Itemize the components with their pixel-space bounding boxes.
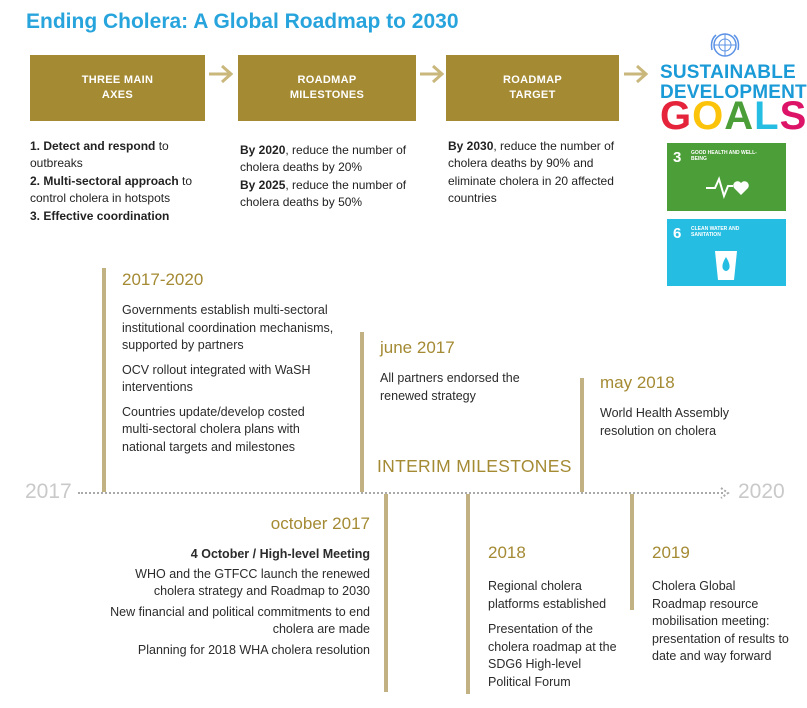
list-item: All partners endorsed the renewed strategy	[380, 371, 520, 403]
un-emblem-icon	[707, 30, 743, 62]
phase-2018-marker	[466, 494, 470, 694]
sdg-goal-6-tile	[667, 219, 786, 286]
goal-3-label: GOOD HEALTH AND WELL-BEING	[691, 150, 757, 162]
sdg-goals-wordmark: GOALS	[660, 94, 807, 138]
list-item: New financial and political commitments to end cholera are made	[110, 604, 370, 636]
phase-2018-date: 2018	[488, 543, 526, 562]
roadmap-target-box: ROADMAP TARGET	[446, 55, 619, 121]
milestone-2025: By 2025, reduce the number of cholera deaths by 50%	[240, 177, 407, 210]
phase-october-2017-date: october 2017	[270, 514, 370, 533]
axis-item-2: 2. Multi-sectoral approach to control cholera in hotspots	[30, 173, 193, 206]
list-item: Governments establish multi-sectoral institutional coordination mechanisms, supported by partners	[122, 303, 334, 352]
milestones-list	[240, 142, 420, 212]
phase-2018-list	[488, 578, 623, 691]
phase-october-2017-list	[100, 546, 370, 659]
arrow-right-icon	[418, 62, 448, 86]
phase-2019-date: 2019	[652, 543, 690, 562]
goal-6-number: 6	[673, 225, 682, 242]
timeline-arrow-icon	[718, 485, 732, 501]
list-item: World Health Assembly resolution on cholera	[600, 406, 729, 438]
phase-2017-2020-list	[122, 302, 337, 456]
heartbeat-icon	[705, 175, 753, 199]
phase-october-2017-heading: 4 October / High-level Meeting	[190, 547, 370, 561]
phase-2019-list	[652, 578, 790, 666]
target-text: By 2030, reduce the number of cholera deaths by 90% and eliminate cholera in 20 affected countries	[448, 139, 615, 206]
sdg-goal-3-tile	[667, 143, 786, 211]
timeline-start-year: 2017	[25, 480, 72, 503]
three-axes-list	[30, 138, 210, 225]
phase-2017-2020-date: 2017-2020	[122, 270, 204, 289]
page-title: Ending Cholera: A Global Roadmap to 2030	[26, 10, 459, 33]
axis-item-3: 3. Effective coordination	[30, 208, 170, 223]
phase-june-2017-date: june 2017	[380, 338, 455, 357]
list-item: Planning for 2018 WHA cholera resolution	[137, 642, 370, 657]
phase-june-2017-marker	[360, 332, 364, 492]
timeline-axis	[78, 492, 723, 494]
list-item: Countries update/develop costed multi-sectoral cholera plans with national targets and milestones	[122, 404, 305, 454]
list-item: Cholera Global Roadmap resource mobilisation meeting: presentation of results to date and way forward	[652, 579, 789, 663]
goal-6-label: CLEAN WATER AND SANITATION	[691, 226, 740, 238]
phase-may-2018-date: may 2018	[600, 373, 675, 392]
phase-june-2017-list	[380, 370, 540, 405]
timeline-end-year: 2020	[738, 480, 785, 503]
list-item: OCV rollout integrated with WaSH interventions	[122, 362, 311, 394]
interim-milestones-label: INTERIM MILESTONES	[377, 456, 572, 476]
water-glass-icon	[711, 247, 741, 283]
roadmap-milestones-box: ROADMAP MILESTONES	[238, 55, 416, 121]
phase-2017-2020-marker	[102, 268, 106, 492]
list-item: Presentation of the cholera roadmap at the SDG6 High-level Political Forum	[488, 622, 617, 689]
milestone-2020: By 2020, reduce the number of cholera deaths by 20%	[240, 143, 407, 175]
list-item: Regional cholera platforms established	[488, 579, 607, 611]
phase-may-2018-marker	[580, 378, 584, 492]
axis-item-1: 1. Detect and respond to outbreaks	[30, 139, 169, 171]
list-item: WHO and the GTFCC launch the renewed cholera strategy and Roadmap to 2030	[135, 566, 370, 598]
phase-2019-marker	[630, 494, 634, 610]
goal-3-number: 3	[673, 149, 682, 166]
phase-october-2017-marker	[384, 494, 388, 692]
arrow-right-icon	[207, 62, 237, 86]
phase-may-2018-list	[600, 405, 750, 440]
sdg-title: SUSTAINABLE DEVELOPMENT	[660, 62, 807, 103]
three-main-axes-box: THREE MAIN AXES	[30, 55, 205, 121]
arrow-right-icon	[622, 62, 652, 86]
